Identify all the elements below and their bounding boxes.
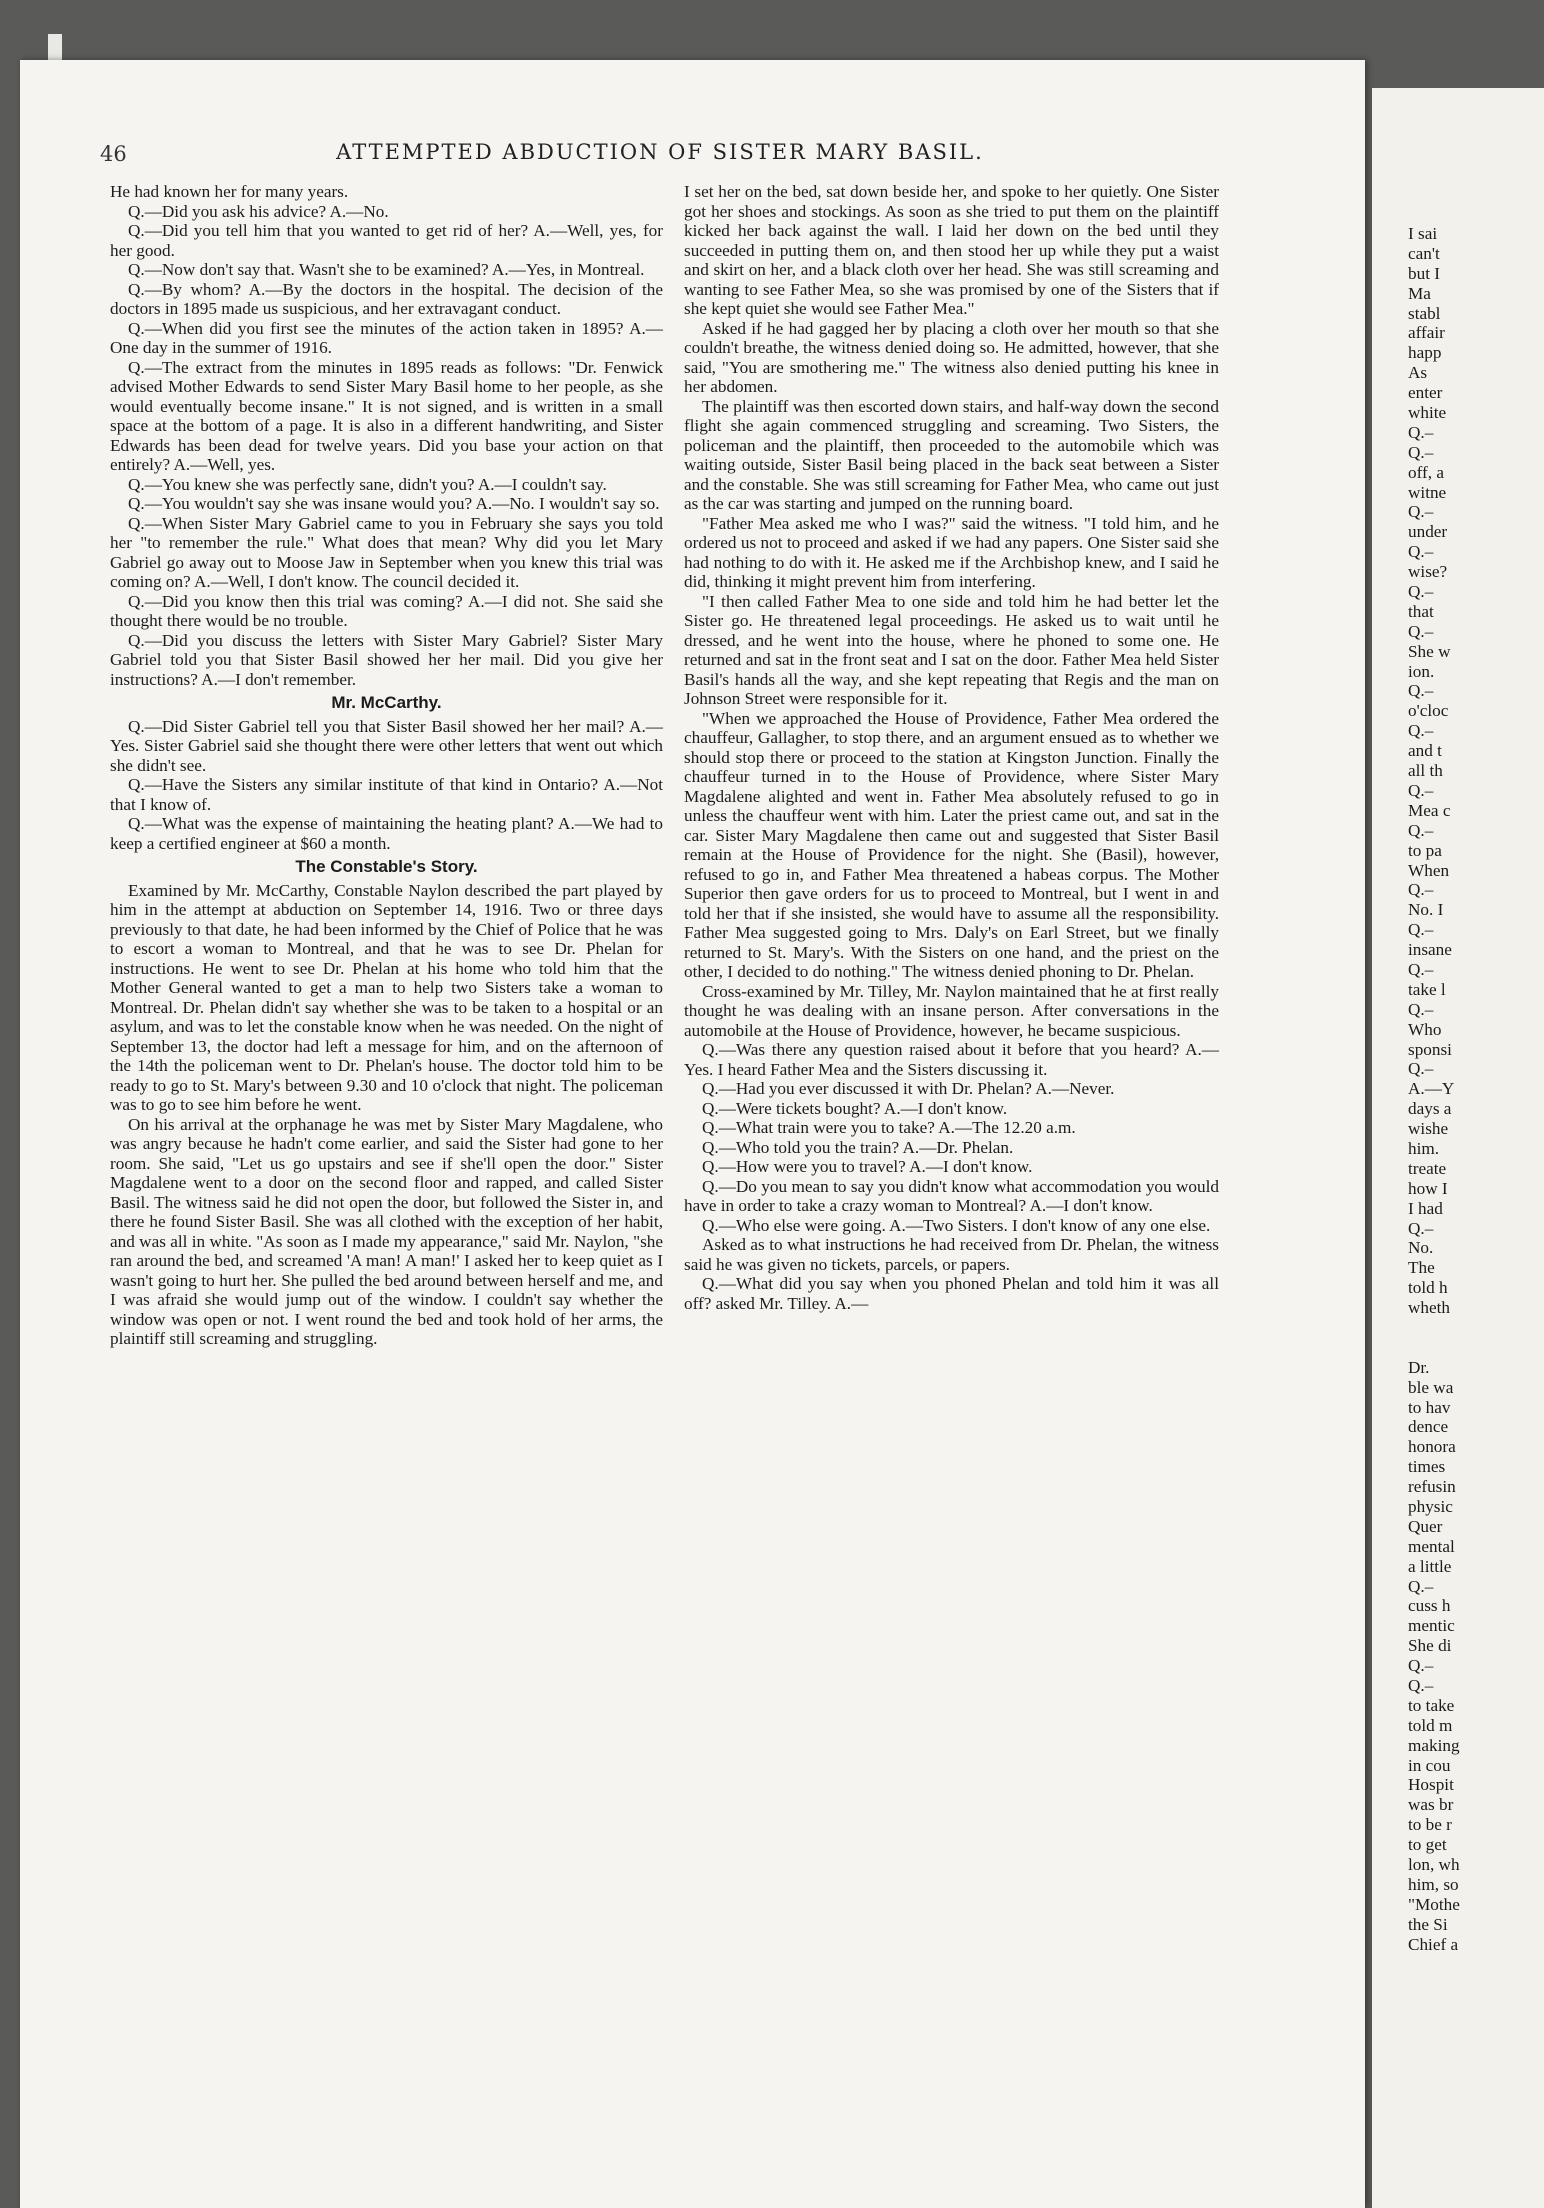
facing-page-line: enter	[1408, 383, 1443, 403]
paragraph: Q.—You knew she was perfectly sane, didn't you? A.—I couldn't say.	[128, 474, 607, 494]
facing-page-line: all th	[1408, 761, 1443, 781]
facing-page-line: lon, wh	[1408, 1855, 1460, 1875]
facing-page-line: wheth	[1408, 1298, 1451, 1318]
paragraph: Q.—Did you know then this trial was coming? A.—I did not. She said she thought there would be no trouble.	[110, 591, 663, 630]
facing-page-line	[1408, 1338, 1544, 1358]
facing-page-line: Q.–	[1408, 582, 1434, 602]
facing-page-line: making	[1408, 1735, 1460, 1755]
facing-page-line: a little	[1408, 1556, 1452, 1576]
facing-page-line: take l	[1408, 979, 1446, 999]
facing-page-line: A.—Y	[1408, 1079, 1455, 1099]
paragraph: Q.—Did you ask his advice? A.—No.	[128, 201, 389, 221]
facing-page-column	[1408, 224, 1544, 1954]
facing-page-line: days a	[1408, 1099, 1452, 1119]
paragraph: Q.—Who else were going. A.—Two Sisters. I don't know of any one else.	[702, 1215, 1211, 1235]
paragraph: Asked as to what instructions he had received from Dr. Phelan, the witness said he was given no tickets, parcels, or papers.	[684, 1235, 1219, 1274]
facing-page-line: refusin	[1408, 1477, 1456, 1497]
paragraph: Q.—Did you discuss the letters with Sister Mary Gabriel? Sister Mary Gabriel told you that Sister Basil showed her her mail. Did you give her instructions? A.—I don't remember.	[110, 630, 663, 689]
facing-page-line: Q.–	[1408, 442, 1434, 462]
facing-page-line: off, a	[1408, 462, 1444, 482]
facing-page-line: affair	[1408, 323, 1445, 343]
paragraph: Q.—Who told you the train? A.—Dr. Phelan.	[702, 1137, 1014, 1157]
facing-page-line: that	[1408, 601, 1434, 621]
paragraph: Q.—Did you tell him that you wanted to get rid of her? A.—Well, yes, for her good.	[110, 221, 663, 260]
facing-page-line: Q.–	[1408, 1656, 1434, 1676]
facing-page-line: Q.–	[1408, 542, 1434, 562]
facing-page-line: Hospit	[1408, 1775, 1454, 1795]
article-column-right	[684, 182, 1219, 1313]
facing-page-line: cuss h	[1408, 1596, 1451, 1616]
facing-page-line: Q.–	[1408, 422, 1434, 442]
facing-page-line: and t	[1408, 741, 1442, 761]
facing-page-line: to be r	[1408, 1815, 1452, 1835]
article-column-left	[110, 182, 663, 1349]
facing-page-line: Q.–	[1408, 1576, 1434, 1596]
paragraph: Q.—What was the expense of maintaining the heating plant? A.—We had to keep a certified engineer at $60 a month.	[110, 814, 663, 853]
paragraph: Q.—What did you say when you phoned Phelan and told him it was all off? asked Mr. Tilley. A.—	[684, 1274, 1219, 1313]
facing-page-line: Q.–	[1408, 1676, 1434, 1696]
facing-page-line: Q.–	[1408, 880, 1434, 900]
facing-page-line: stabl	[1408, 303, 1441, 323]
facing-page-line: Chief a	[1408, 1934, 1459, 1954]
facing-page-line: told m	[1408, 1715, 1453, 1735]
facing-page-line: Who	[1408, 1019, 1442, 1039]
facing-page-line: told h	[1408, 1278, 1448, 1298]
paragraph: Q.—The extract from the minutes in 1895 reads as follows: "Dr. Fenwick advised Mother Edwards to send Sister Mary Basil home to her people, as she would eventually become insane." It is not signed, and is written in a small space at the bottom of a page. It is also in a different handwriting, and Sister Edwards has been dead for twelve years. Did you base your action on that entirely? A.—Well, yes.	[110, 357, 663, 474]
facing-page-line: honora	[1408, 1437, 1456, 1457]
facing-page-line: Q.–	[1408, 780, 1434, 800]
paragraph: Q.—What train were you to take? A.—The 12.20 a.m.	[702, 1118, 1076, 1137]
running-title: ATTEMPTED ABDUCTION OF SISTER MARY BASIL.	[336, 140, 984, 164]
facing-page-line: Q.–	[1408, 999, 1434, 1019]
facing-page-line: Mea c	[1408, 800, 1451, 820]
paragraph: "Father Mea asked me who I was?" said the witness. "I told him, and he ordered us not to proceed and asked if we had any papers. One Sister said she had nothing to do with it. He asked me if the Archbishop knew, and I said he did, thinking it might prevent him from interfering.	[684, 513, 1219, 591]
facing-page-line: can't	[1408, 243, 1440, 263]
facing-page-line: the Si	[1408, 1914, 1448, 1934]
facing-page-line: Q.–	[1408, 721, 1434, 741]
facing-page-line: Quer	[1408, 1516, 1443, 1536]
facing-page-line: ion.	[1408, 661, 1435, 681]
paragraph: Q.—Now don't say that. Wasn't she to be examined? A.—Yes, in Montreal.	[128, 260, 645, 279]
paragraph: Q.—Do you mean to say you didn't know what accommodation you would have in order to take a crazy woman to Montreal? A.—I don't know.	[684, 1176, 1219, 1215]
facing-page-line: As	[1408, 363, 1428, 383]
paragraph: Q.—By whom? A.—By the doctors in the hospital. The decision of the doctors in 1895 made us suspicious, and her extravagant conduct.	[110, 279, 663, 318]
facing-page-line: ble wa	[1408, 1377, 1454, 1397]
paragraph: "When we approached the House of Providence, Father Mea ordered the chauffeur, Gallagher, to stop there, and an argument ensued as to whether we should stop there or proceed to the station at Kingston Junction. Finally the chauffeur turned in to the House of Providence, where Sister Mary Magdalene alighted and went in. Father Mea absolutely refused to go in unless the chauffeur went with him. Later the priest came out, and sat in the car. Sister Mary Magdalene then came out and suggested that Sister Basil remain at the House of Providence for the night. She (Basil), however, refused to go in, and Father Mea threatened a habeas corpus. The Mother Superior then gave orders for us to proceed to Montreal, but I went in and told her that if she insisted, she would have to assume all the responsibility. Father Mea suggested going to Mrs. Daly's on Earl Street, but we finally returned to St. Mary's. With the Sisters on one hand, and the priest on the other, I decided to do nothing." The witness denied phoning to Dr. Phelan.	[684, 708, 1219, 981]
facing-page-line: "Mothe	[1408, 1894, 1460, 1914]
paragraph: He had known her for many years.	[110, 182, 349, 201]
facing-page-line: to get	[1408, 1835, 1447, 1855]
facing-page-line: wise?	[1408, 562, 1448, 582]
facing-page-line: o'cloc	[1408, 701, 1449, 721]
facing-page-line: to pa	[1408, 840, 1442, 860]
facing-page-line: physic	[1408, 1497, 1453, 1516]
facing-page-line: times	[1408, 1457, 1446, 1477]
facing-page-line: under	[1408, 522, 1448, 542]
facing-page-line: mental	[1408, 1536, 1455, 1556]
paragraph: Q.—You wouldn't say she was insane would you? A.—No. I wouldn't say so.	[128, 494, 660, 513]
paragraph: Asked if he had gagged her by placing a cloth over her mouth so that she couldn't breathe, the witness denied doing so. He admitted, however, that she said, "You are smothering me." The witness also denied putting his knee in her abdomen.	[684, 318, 1219, 396]
facing-page-line: him.	[1408, 1138, 1440, 1158]
facing-page-line: insane	[1408, 940, 1452, 960]
facing-page-line: Q.–	[1408, 621, 1434, 641]
facing-page-line: how I	[1408, 1178, 1448, 1198]
facing-page-line: happ	[1408, 343, 1442, 363]
paragraph: "I then called Father Mea to one side and told him he had better let the Sister go. He threatened legal proceedings. He asked us to wait until he dressed, and he went into the house, where he phoned to some one. He returned and sat in the front seat and I sat on the door. Father Mea held Sister Basil's hands all the way, and she kept repeating that Regis and the man on Johnson Street were responsible for it.	[684, 591, 1219, 708]
paragraph: Q.—When did you first see the minutes of the action taken in 1895? A.—One day in the summer of 1916.	[110, 318, 663, 357]
paragraph: Cross-examined by Mr. Tilley, Mr. Naylon maintained that he at first really thought he was dealing with an insane person. After conversations in the automobile at the House of Providence, however, he became suspicious.	[684, 981, 1219, 1040]
facing-page-line: No. I	[1408, 900, 1444, 920]
facing-page-line: in cou	[1408, 1755, 1451, 1775]
paragraph: Examined by Mr. McCarthy, Constable Naylon described the part played by him in the attempt at abduction on September 14, 1916. Two or three days previously to that date, he had been informed by the Chief of Police that he was to escort a woman to Montreal, and that he was to see Dr. Phelan for instructions. He went to see Dr. Phelan at his home who told him that the Mother General wanted to get a man to help two Sisters take a woman to Montreal. Dr. Phelan didn't say whether she was to be taken to a hospital or an asylum, and was to let the constable know when he was needed. On the night of September 13, the doctor had left a message for him, and on the afternoon of the 14th the policeman went to Dr. Phelan's house. The doctor told him to be ready to go to St. Mary's between 9.30 and 10 o'clock that night. The policeman was to go to see him before he went.	[110, 880, 663, 1114]
facing-page-line: mentic	[1408, 1616, 1455, 1636]
facing-page-line: She di	[1408, 1636, 1452, 1656]
paragraph: Q.—Was there any question raised about it before that you heard? A.—Yes. I heard Father Mea and the Sisters discussing it.	[684, 1040, 1219, 1079]
facing-page-line: Dr.	[1408, 1357, 1430, 1377]
facing-page-line: sponsi	[1408, 1039, 1452, 1059]
paragraph: On his arrival at the orphanage he was met by Sister Mary Magdalene, who was angry because he hadn't come earlier, and said the Sister had gone to her room. She said, "Let us go upstairs and see if she'll open the door." Sister Magdalene went to a door on the second floor and rapped, and called Sister Basil. The witness said he did not open the door, but followed the Sister in, and there he found Sister Basil. She was all clothed with the exception of her habit, and was all in white. "As soon as I made my appearance," said Mr. Naylon, "she ran around the bed, and screamed 'A man! A man!' I asked her to keep quiet as I wasn't going to hurt her. She pulled the bed around between herself and me, and I was afraid she would jump out of the window. I couldn't say whether the window was open or not. I went round the bed and took hold of her arms, the plaintiff still screaming and struggling.	[110, 1114, 663, 1348]
facing-page-line: Q.–	[1408, 502, 1434, 522]
facing-page-line: Q.–	[1408, 959, 1434, 979]
facing-page-line: Q.–	[1408, 1059, 1434, 1079]
facing-page-line: The	[1408, 1258, 1435, 1278]
section-heading: Mr. McCarthy.	[331, 693, 442, 712]
facing-page-line: dence	[1408, 1417, 1449, 1437]
page-number: 46	[100, 142, 127, 166]
facing-page-line: Q.–	[1408, 820, 1434, 840]
facing-page-line: Q.–	[1408, 920, 1434, 940]
facing-page-line: I had	[1408, 1198, 1443, 1218]
facing-page-line: Ma	[1408, 283, 1431, 303]
facing-page-line: I sai	[1408, 224, 1438, 243]
facing-page-line: Q.–	[1408, 1218, 1434, 1238]
paragraph: Q.—When Sister Mary Gabriel came to you in February she says you told her "to remember the rule." What does that mean? Why did you let Mary Gabriel go away out to Moose Jaw in September when you knew this trial was coming on? A.—Well, I don't know. The council decided it.	[110, 513, 663, 591]
paragraph: Q.—Have the Sisters any similar institute of that kind in Ontario? A.—Not that I know of.	[110, 775, 663, 814]
facing-page-line: him, so	[1408, 1874, 1459, 1894]
section-heading: The Constable's Story.	[295, 857, 478, 876]
facing-page-line	[1408, 1318, 1544, 1338]
facing-page-line: to take	[1408, 1695, 1455, 1715]
paragraph: Q.—Were tickets bought? A.—I don't know.	[702, 1098, 1008, 1118]
paragraph: Q.—Had you ever discussed it with Dr. Phelan? A.—Never.	[702, 1079, 1115, 1098]
paragraph: I set her on the bed, sat down beside her, and spoke to her quietly. One Sister got her shoes and stockings. As soon as she tried to put them on the plaintiff kicked her back against the wall. I laid her down on the bed until they succeeded in putting them on, and then stood her up while they put a waist and skirt on her, and a black cloth over her head. She was still screaming and wanting to see Father Mea, so she was promised by one of the Sisters that if she kept quiet she would see Father Mea."	[684, 182, 1219, 318]
facing-page-line: white	[1408, 403, 1447, 423]
facing-page-line: wishe	[1408, 1119, 1449, 1139]
facing-page-line: She w	[1408, 641, 1451, 661]
facing-page-line: witne	[1408, 482, 1447, 502]
facing-page-line: No.	[1408, 1238, 1434, 1258]
paragraph: The plaintiff was then escorted down stairs, and half-way down the second flight she again commenced struggling and screaming. Two Sisters, the policeman and the plaintiff, then proceeded to the automobile which was waiting outside, Sister Basil being placed in the back seat between a Sister and the constable. She was still screaming for Father Mea, who came out just as the car was starting and jumped on the running board.	[684, 396, 1219, 513]
facing-page-line: to hav	[1408, 1397, 1451, 1417]
paragraph: Q.—Did Sister Gabriel tell you that Sister Basil showed her her mail? A.—Yes. Sister Gabriel said she thought there were other letters that went out which she didn't see.	[110, 716, 663, 775]
facing-page-line: but I	[1408, 263, 1440, 283]
facing-page-line: Q.–	[1408, 681, 1434, 701]
running-header	[100, 138, 1220, 168]
paragraph: Q.—How were you to travel? A.—I don't know.	[702, 1157, 1033, 1176]
facing-page-line: When	[1408, 860, 1450, 880]
facing-page-line: treate	[1408, 1158, 1447, 1178]
facing-page-line: was br	[1408, 1795, 1454, 1815]
